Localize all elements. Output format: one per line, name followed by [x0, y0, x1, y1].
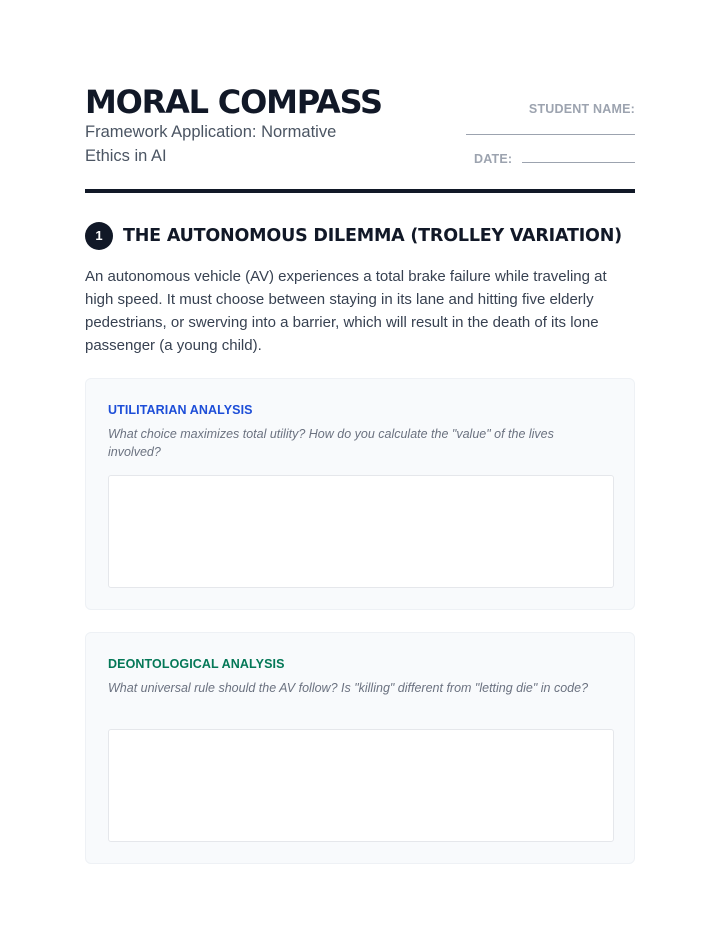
section-heading: [85, 222, 635, 252]
student-name-field[interactable]: [466, 134, 635, 135]
deontological-card: [85, 632, 635, 864]
scenario-text: An autonomous vehicle (AV) experiences a total brake failure while traveling at high speed. It must choose between staying in its lane and hitting five elderly pedestrians, or swerving into a barrier, which will result in the death of its lone passenger (a young child).: [85, 268, 607, 354]
section-number-badge: 1: [85, 222, 113, 250]
deontological-prompt: What universal rule should the AV follow? Is "killing" different from "letting die" in code?: [108, 681, 589, 695]
date-field[interactable]: [522, 162, 635, 163]
deontological-label: DEONTOLOGICAL ANALYSIS: [108, 657, 285, 671]
worksheet-page: [85, 0, 635, 932]
header-divider: [85, 189, 635, 193]
utilitarian-prompt: What choice maximizes total utility? How do you calculate the "value" of the lives involved?: [108, 427, 554, 459]
worksheet-header: [85, 82, 635, 194]
deontological-answer-box[interactable]: [108, 729, 614, 842]
section-title: THE AUTONOMOUS DILEMMA (TROLLEY VARIATION): [123, 226, 622, 246]
worksheet-subtitle: Framework Application: Normative Ethics in AI: [85, 123, 337, 165]
worksheet-title: MORAL COMPASS: [85, 83, 382, 121]
utilitarian-label: UTILITARIAN ANALYSIS: [108, 403, 253, 417]
utilitarian-answer-box[interactable]: [108, 475, 614, 588]
date-label: DATE:: [474, 152, 513, 166]
student-name-label: STUDENT NAME:: [528, 102, 635, 116]
utilitarian-card: [85, 378, 635, 610]
